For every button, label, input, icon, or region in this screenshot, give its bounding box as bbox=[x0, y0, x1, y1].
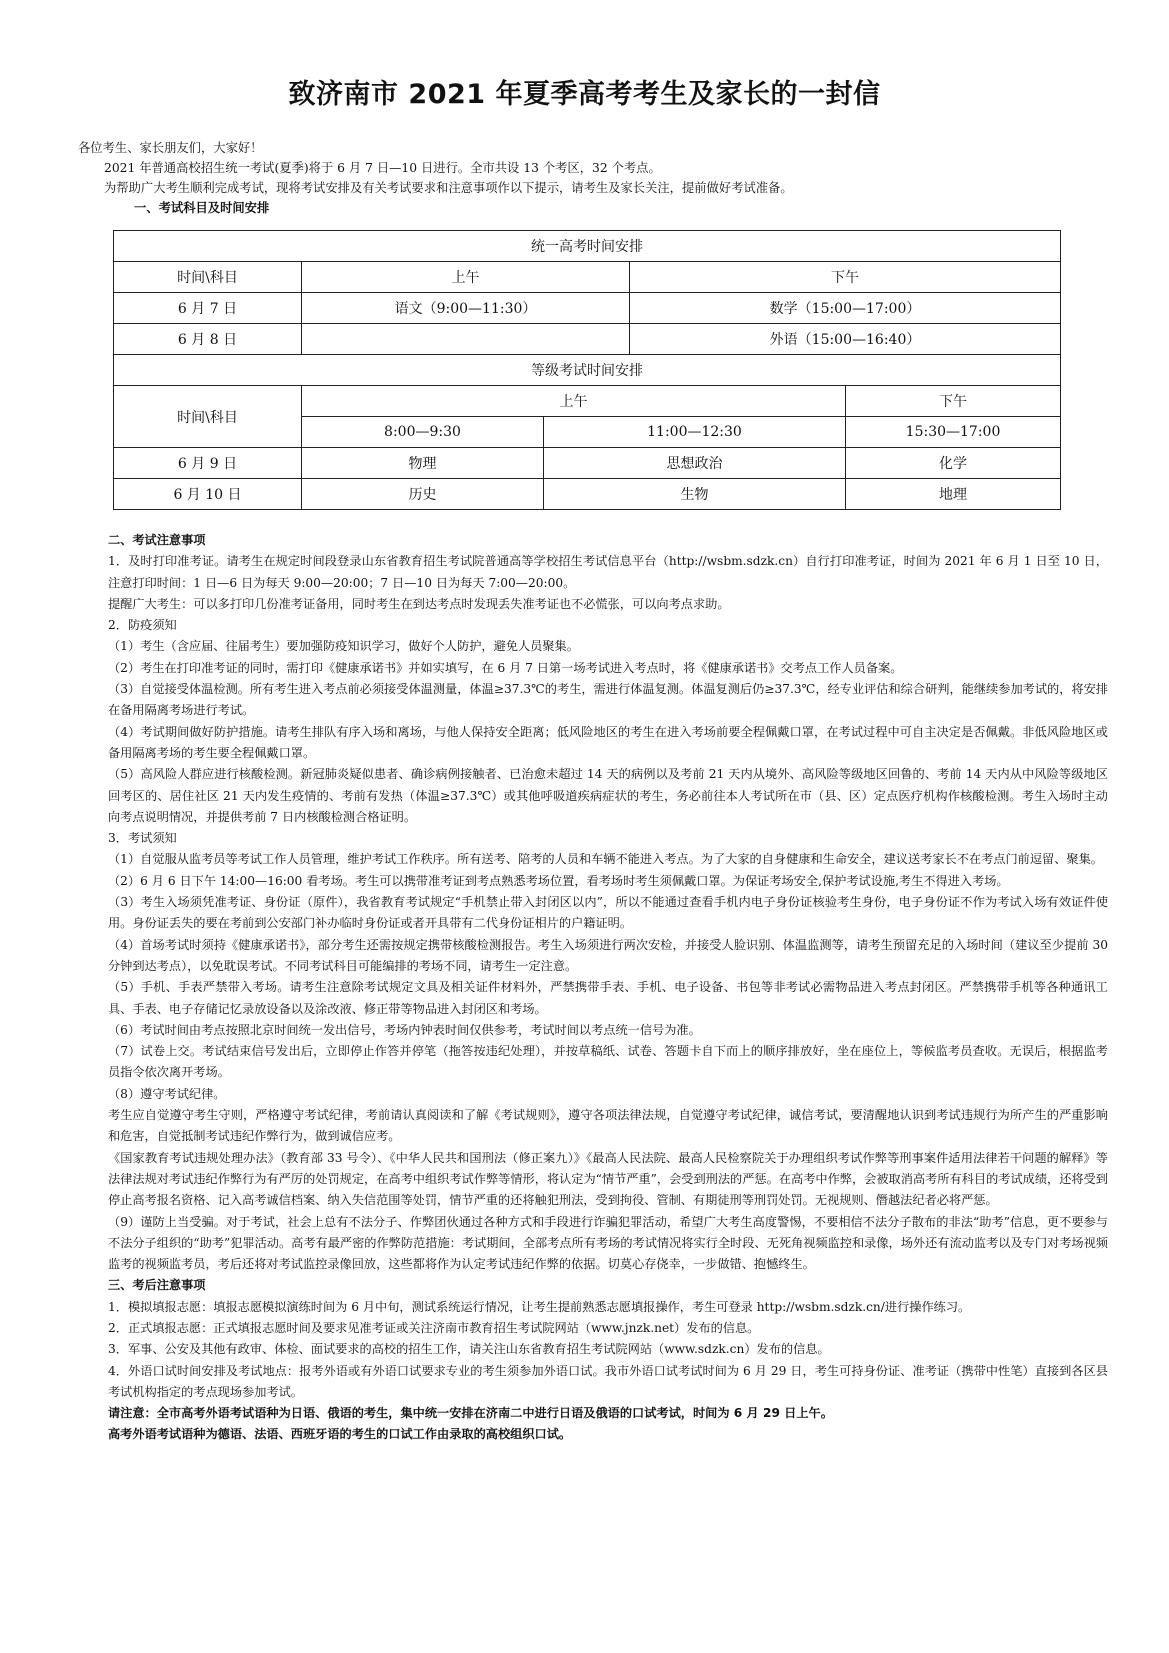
page-title: 致济南市 2021 年夏季高考考生及家长的一封信 bbox=[288, 79, 881, 110]
morning-cell: 语文（9:00—11:30） bbox=[302, 293, 630, 324]
table-row bbox=[114, 324, 1061, 355]
note-paragraph: 3．军事、公安及其他有政审、体检、面试要求的高校的招生工作，请关注山东省教育招生考试院网站（www.sdzk.cn）发布的信息。 bbox=[108, 1342, 830, 1357]
note-paragraph: （9）谨防上当受骗。对于考试，社会上总有不法分子、作弊团伙通过各种方式和手段进行诈骗犯罪活动，希望广大考生高度警惕，不要相信不法分子散布的非法“助考”信息，更不要参与不法分子组织的“助考”犯罪活动。高考有最严密的作弊防范措施：考试期间，全部考点所有考场的考试情况将实行全时段、无死角视频监控和录像，场外还有流动监考以及专门对考场视频监考的视频监考员，考后还将对考试监控录像回放，这些都将作为认定考试违纪作弊的依据。切莫心存侥幸，一步做错、抱憾终生。 bbox=[108, 1214, 1108, 1272]
note-paragraph: 考生应自觉遵守考生守则，严格遵守考试纪律，考前请认真阅读和了解《考试规则》，遵守各项法律法规，自觉遵守考试纪律，诚信考试，要清醒地认识到考试违规行为所产生的严重影响和危害，自觉抵制考试违纪作弊行为，做到诚信应考。 bbox=[108, 1108, 1108, 1144]
subject-cell: 生物 bbox=[544, 479, 846, 510]
intro-section bbox=[78, 138, 1108, 218]
section-heading-1: 一、考试科目及时间安排 bbox=[134, 201, 270, 215]
note-paragraph: 1．及时打印准考证。请考生在规定时间段登录山东省教育招生考试院普通高等学校招生考试信息平台（http://wsbm.sdzk.cn）自行打印准考证，时间为 2021 年 6 月 1 日至 10 日，注意打印时间：1 日—6 日为每天 9:00—20:00；7 日—10 日为每天 7:00—20:00。 bbox=[108, 554, 1108, 590]
table-row bbox=[114, 293, 1061, 324]
morning-cell bbox=[302, 324, 630, 355]
table-row bbox=[114, 448, 1061, 479]
subject-cell: 地理 bbox=[846, 479, 1061, 510]
intro-paragraph-1: 2021 年普通高校招生统一考试(夏季)将于 6 月 7 日—10 日进行。全市共设 13 个考区，32 个考点。 bbox=[104, 161, 661, 175]
level-schedule-title: 等级考试时间安排 bbox=[114, 355, 1061, 386]
header-morning: 上午 bbox=[302, 262, 630, 293]
note-paragraph: （5）手机、手表严禁带入考场。请考生注意除考试规定文具及相关证件材料外，严禁携带手表、手机、电子设备、书包等非考试必需物品进入考点封闭区。严禁携带手机等各种通讯工具、手表、电子存储记忆录放设备以及涂改液、修正带等物品进入封闭区和考场。 bbox=[108, 980, 1108, 1016]
note-paragraph: （5）高风险人群应进行核酸检测。新冠肺炎疑似患者、确诊病例接触者、已治愈未超过 14 天的病例以及考前 21 天内从境外、高风险等级地区回鲁的、考前 14 天内从中风险等级地区回考区的、居住社区 21 天内发生疫情的、考前有发热（体温≥37.3℃）或其他呼吸道疾病症状的考生，务必前往本人考试所在市（县、区）定点医疗机构作核酸检测。考生入场时主动向考点说明情况，并提供考前 7 日内核酸检测合格证明。 bbox=[108, 767, 1108, 824]
afternoon-cell: 数学（15:00—17:00） bbox=[630, 293, 1061, 324]
section-heading: 三、考后注意事项 bbox=[108, 1278, 206, 1293]
note-paragraph: 2．防疫须知 bbox=[108, 618, 177, 633]
important-notice: 高考外语考试语种为德语、法语、西班牙语的考生的口试工作由录取的高校组织口试。 bbox=[108, 1427, 572, 1442]
note-paragraph: 1．模拟填报志愿：填报志愿模拟演练时间为 6 月中旬，测试系统运行情况，让考生提前熟悉志愿填报操作，考生可登录 http://wsbm.sdzk.cn/进行操作练习。 bbox=[108, 1299, 971, 1314]
note-paragraph: （8）遵守考试纪律。 bbox=[108, 1086, 226, 1101]
exam-schedule-table bbox=[113, 230, 1061, 510]
date-cell: 6 月 8 日 bbox=[114, 324, 302, 355]
date-cell: 6 月 10 日 bbox=[114, 479, 302, 510]
intro-paragraph-2: 为帮助广大考生顺利完成考试，现将考试安排及有关考试要求和注意事项作以下提示，请考生及家长关注，提前做好考试准备。 bbox=[104, 181, 793, 195]
date-cell: 6 月 9 日 bbox=[114, 448, 302, 479]
subject-cell: 化学 bbox=[846, 448, 1061, 479]
note-paragraph: （3）考生入场须凭准考证、身份证（原件），我省教育考试规定“手机禁止带入封闭区以内”，所以不能通过查看手机内电子身份证核验考生身份，电子身份证不作为考试入场有效证件使用。身份证丢失的要在考前到公安部门补办临时身份证或者开具带有二代身份证相片的户籍证明。 bbox=[108, 895, 1108, 931]
date-cell: 6 月 7 日 bbox=[114, 293, 302, 324]
note-paragraph: 提醒广大考生：可以多打印几份准考证备用，同时考生在到达考点时发现丢失准考证也不必慌张，可以向考点求助。 bbox=[108, 596, 730, 611]
note-paragraph: 3．考试须知 bbox=[108, 831, 177, 846]
note-paragraph: （4）首场考试时须持《健康承诺书》，部分考生还需按规定携带核酸检测报告。考生入场须进行两次安检，并接受人脸识别、体温监测等，请考生预留充足的入场时间（建议至少提前 30 分钟到达考点），以免耽误考试。不同考试科目可能编排的考场不同，请考生一定注意。 bbox=[108, 937, 1108, 973]
note-paragraph: （6）考试时间由考点按照北京时间统一发出信号，考场内钟表时间仅供参考，考试时间以考点统一信号为准。 bbox=[108, 1022, 701, 1037]
note-paragraph: （1）自觉服从监考员等考试工作人员管理，维护考试工作秩序。所有送考、陪考的人员和车辆不能进入考点。为了大家的自身健康和生命安全，建议送考家长不在考点门前逗留、聚集。 bbox=[108, 852, 1103, 867]
afternoon-cell: 外语（15:00—16:40） bbox=[630, 324, 1061, 355]
note-paragraph: （1）考生（含应届、往届考生）要加强防疫知识学习，做好个人防护，避免人员聚集。 bbox=[108, 639, 579, 654]
header-afternoon: 下午 bbox=[846, 386, 1061, 417]
note-paragraph: （4）考试期间做好防护措施。请考生排队有序入场和离场，与他人保持安全距离；低风险地区的考生在进入考场前要全程佩戴口罩，在考试过程中可自主决定是否佩戴。非低风险地区或备用隔离考场的考生要全程佩戴口罩。 bbox=[108, 724, 1108, 760]
note-paragraph: （3）自觉接受体温检测。所有考生进入考点前必须接受体温测量，体温≥37.3℃的考生，需进行体温复测。体温复测后仍≥37.3℃，经专业评估和综合研判，能继续参加考试的，将安排在备用隔离考场进行考试。 bbox=[108, 682, 1108, 718]
slot-2: 11:00—12:30 bbox=[544, 417, 846, 448]
header-time-subject: 时间\科目 bbox=[114, 386, 302, 448]
greeting: 各位考生、家长朋友们，大家好！ bbox=[78, 141, 263, 155]
header-afternoon: 下午 bbox=[630, 262, 1061, 293]
table-row bbox=[114, 479, 1061, 510]
header-morning: 上午 bbox=[302, 386, 846, 417]
subject-cell: 历史 bbox=[302, 479, 544, 510]
subject-cell: 物理 bbox=[302, 448, 544, 479]
note-paragraph: （7）试卷上交。考试结束信号发出后，立即停止作答并停笔（拖答按违纪处理），并按草稿纸、试卷、答题卡自下而上的顺序排放好，坐在座位上，等候监考员查收。无误后，根据监考员指令依次离开考场。 bbox=[108, 1044, 1108, 1080]
important-notice: 请注意：全市高考外语考试语种为日语、俄语的考生，集中统一安排在济南二中进行日语及俄语的口试考试，时间为 6 月 29 日上午。 bbox=[108, 1406, 833, 1421]
note-paragraph: （2）考生在打印准考证的同时，需打印《健康承诺书》并如实填写，在 6 月 7 日第一场考试进入考点时，将《健康承诺书》交考点工作人员备案。 bbox=[108, 660, 903, 675]
note-paragraph: （2）6 月 6 日下午 14:00—16:00 看考场。考生可以携带准考证到考点熟悉考场位置，看考场时考生须佩戴口罩。为保证考场安全,保护考试设施,考生不得进入考场。 bbox=[108, 873, 1009, 888]
note-paragraph: 2．正式填报志愿：正式填报志愿时间及要求见准考证或关注济南市教育招生考试院网站（www.jnzk.net）发布的信息。 bbox=[108, 1320, 760, 1335]
slot-1: 8:00—9:30 bbox=[302, 417, 544, 448]
unified-schedule-title: 统一高考时间安排 bbox=[114, 231, 1061, 262]
notes-section bbox=[78, 530, 1108, 1446]
slot-3: 15:30—17:00 bbox=[846, 417, 1061, 448]
section-heading: 二、考试注意事项 bbox=[108, 533, 206, 547]
note-paragraph: 《国家教育考试违规处理办法》（教育部 33 号令）、《中华人民共和国刑法（修正案九）》《最高人民法院、最高人民检察院关于办理组织考试作弊等刑事案件适用法律若干问题的解释》等法律法规对考试违纪作弊行为有严厉的处罚规定，在高考中组织考试作弊等情形，将认定为“情节严重”，会受到刑法的严惩。在高考中作弊，会被取消高考所有科目的考试成绩，还将受到停止高考报名资格、记入高考诚信档案、纳入失信范围等处罚，情节严重的还将触犯刑法，受到拘役、管制、有期徒刑等刑罚处罚。无视规则、僭越法纪者必将严惩。 bbox=[108, 1150, 1108, 1208]
subject-cell: 思想政治 bbox=[544, 448, 846, 479]
header-time-subject: 时间\科目 bbox=[114, 262, 302, 293]
note-paragraph: 4．外语口试时间安排及考试地点：报考外语或有外语口试要求专业的考生须参加外语口试。我市外语口试考试时间为 6 月 29 日，考生可持身份证、准考证（携带中性笔）直接到各区县考试机构指定的考点现场参加考试。 bbox=[108, 1363, 1108, 1399]
